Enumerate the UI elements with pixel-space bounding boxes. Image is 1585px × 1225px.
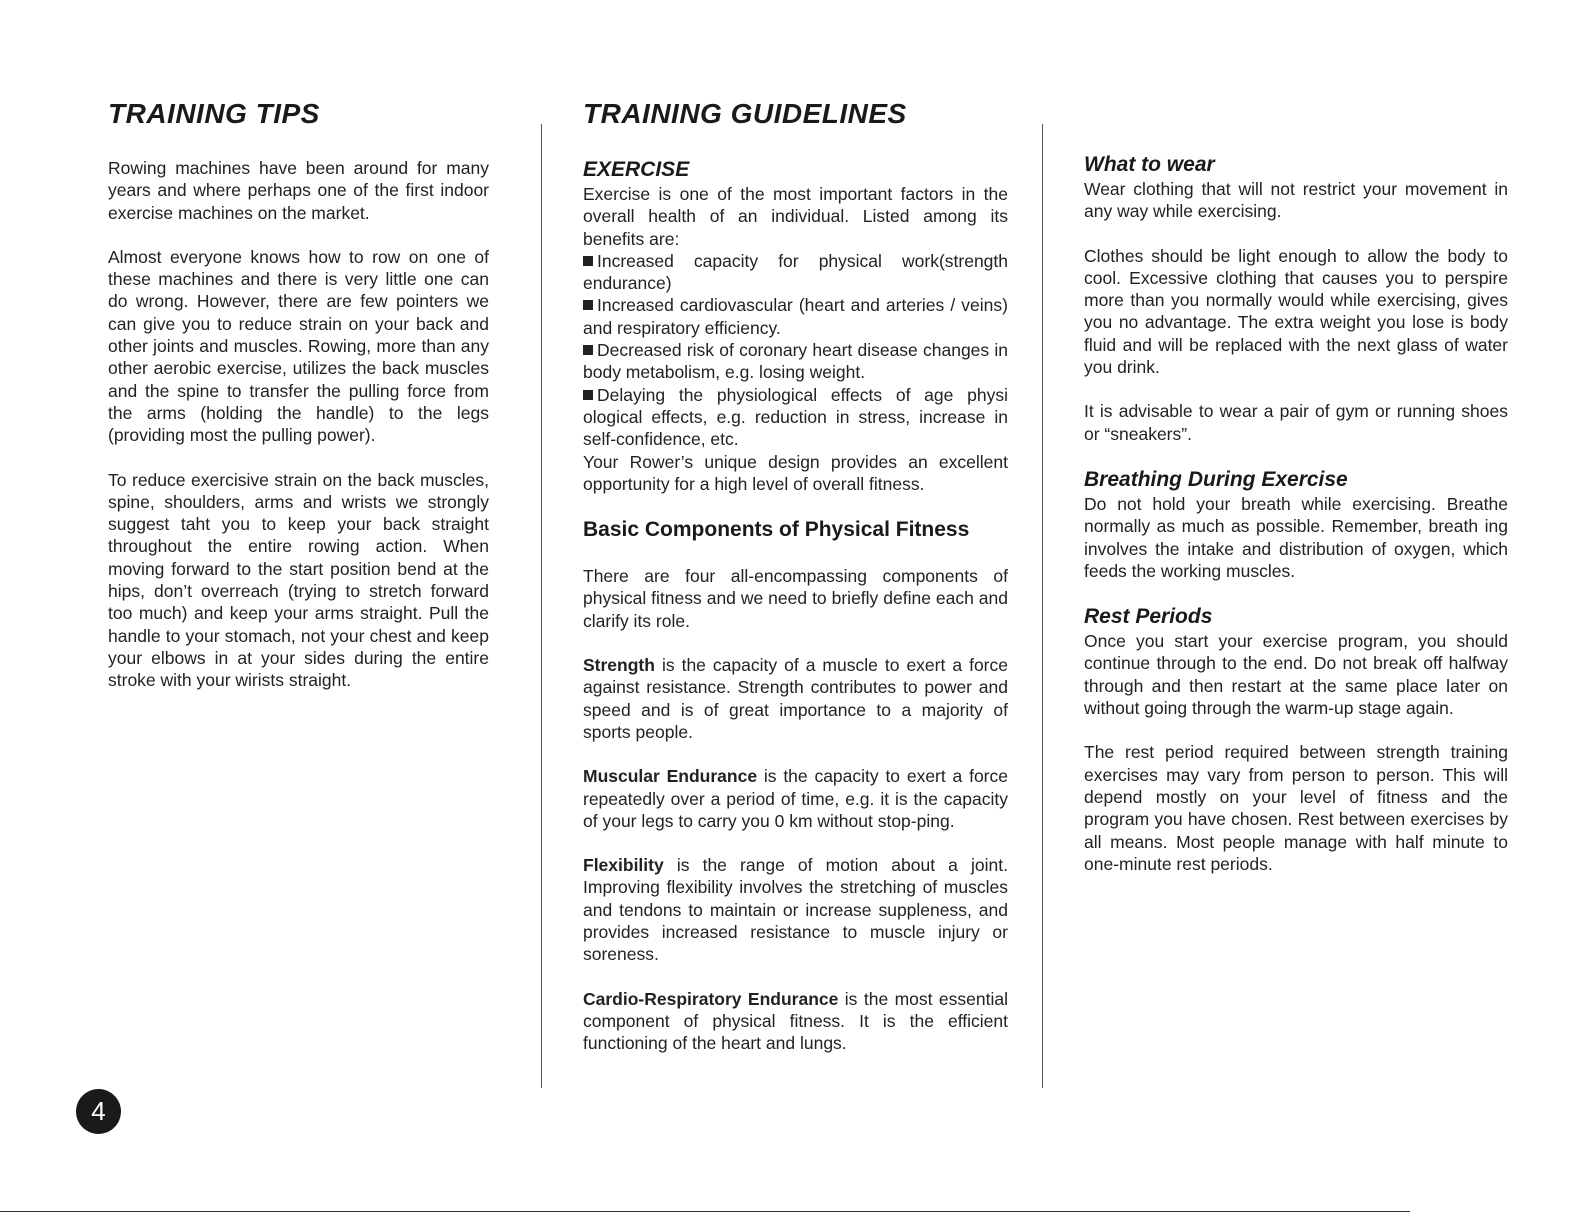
components-heading: Basic Components of Physical Fitness [583,518,970,542]
benefit-item: Decreased risk of coronary heart disease changes in body metabolism, e.g. losing weight. [583,340,1008,383]
tips-paragraph-2: Almost everyone knows how to row on one of these machines and there is very little one can do wrong. However, there are few pointers we can give you to reduce strain on your back and other joints and muscles. Rowing, more than any other aerobic exercise, utilizes the back muscles and the spine to transfer the pulling force from the arms (holding the handle) to the legs (providing most the pulling power). [108,246,489,446]
tips-paragraph-3: To reduce exercisive strain on the back muscles, spine, shoulders, arms and wrists we strongly suggest taht you to keep your back straight throughout the entire rowing action. When moving forward to the start position bend at the hips, don’t overreach (trying to stretch forward too much) and keep your arms straight. Pull the handle to your stomach, not your chest and keep your elbows in at your sides during the entire stroke with your wirists straight. [108,469,489,691]
training-tips-column [108,98,489,692]
tips-paragraph-1: Rowing machines have been around for many years and where perhaps one of the first indoor exercise machines on the market. [108,158,489,223]
training-tips-title: TRAINING TIPS [108,98,320,129]
benefit-item: Increased cardiovascular (heart and arteries / veins) and respiratory efficiency. [583,295,1008,338]
column-divider-2 [1042,124,1043,1088]
rest-paragraph-2: The rest period required between strength training exercises may vary from person to person. This will depend mostly on your level of fitness and the program you have chosen. Rest between exercises by all means. Most people manage with half minute to one-minute rest periods. [1084,742,1508,874]
page-number: 4 [76,1089,121,1134]
breathing-paragraph: Do not hold your breath while exercising. Breathe normally as much as possible. Remember, breath ing involves the intake and distribution of oxygen, which feeds the working muscles. [1084,493,1508,581]
exercise-intro: Exercise is one of the most important factors in the overall health of an individual. Listed among its benefits are: [583,184,1008,249]
breathing-heading: Breathing During Exercise [1084,467,1348,491]
benefit-item: Delaying the physiological effects of age physi ological effects, e.g. reduction in stress, increase in self-confidence, etc. [583,384,1008,450]
rest-paragraph-1: Once you start your exercise program, you should continue through to the end. Do not break off halfway through and then restart at the same place later on without going through the warm-up stage again. [1084,631,1508,719]
cardio-definition: Cardio-Respiratory Endurance is the most essential component of physical fitness. It is the efficient functioning of the heart and lungs. [583,988,1009,1054]
column-divider-1 [541,124,542,1088]
bullet-icon [583,390,593,400]
exercise-outro: Your Rower’s unique design provides an excellent opportunity for a high level of overall fitness. [583,451,1008,494]
training-guidelines-column [583,98,1008,1055]
wear-paragraph-1: Wear clothing that will not restrict your movement in any way while exercising. [1084,179,1508,222]
muscular-endurance-definition: Muscular Endurance is the capacity to exert a force repeatedly over a period of time, e.g. it is the capacity of your legs to carry you 0 km without stop-ping. [583,766,1008,831]
components-intro: There are four all-encompassing components of physical fitness and we need to briefly define each and clarify its role. [583,566,1008,631]
exercise-heading: EXERCISE [583,158,690,181]
rest-periods-heading: Rest Periods [1084,605,1213,629]
bullet-icon [583,300,593,310]
wear-paragraph-2: Clothes should be light enough to allow the body to cool. Excessive clothing that causes you to perspire more than you normally would while exercising, gives you no advantage. The extra weight you lose is body fluid and will be replaced with the next glass of water you drink. [1084,245,1508,378]
bottom-rule [0,1211,1410,1212]
training-guidelines-title: TRAINING GUIDELINES [583,98,907,129]
benefit-item: Increased capacity for physical work(strength endurance) [583,250,1008,294]
strength-definition: Strength is the capacity of a muscle to exert a force against resistance. Strength contributes to power and speed and is of great importance to a majority of sports people. [583,655,1008,742]
bullet-icon [583,345,593,355]
advice-column [1084,152,1508,875]
what-to-wear-heading: What to wear [1084,153,1215,176]
bullet-icon [583,256,593,266]
flexibility-definition: Flexibility is the range of motion about a joint. Improving flexibility involves the stretching of muscles and tendons to maintain or increase suppleness, and provides increased resistance to muscle injury or soreness. [583,855,1008,965]
wear-paragraph-3: It is advisable to wear a pair of gym or running shoes or “sneakers”. [1084,401,1508,444]
